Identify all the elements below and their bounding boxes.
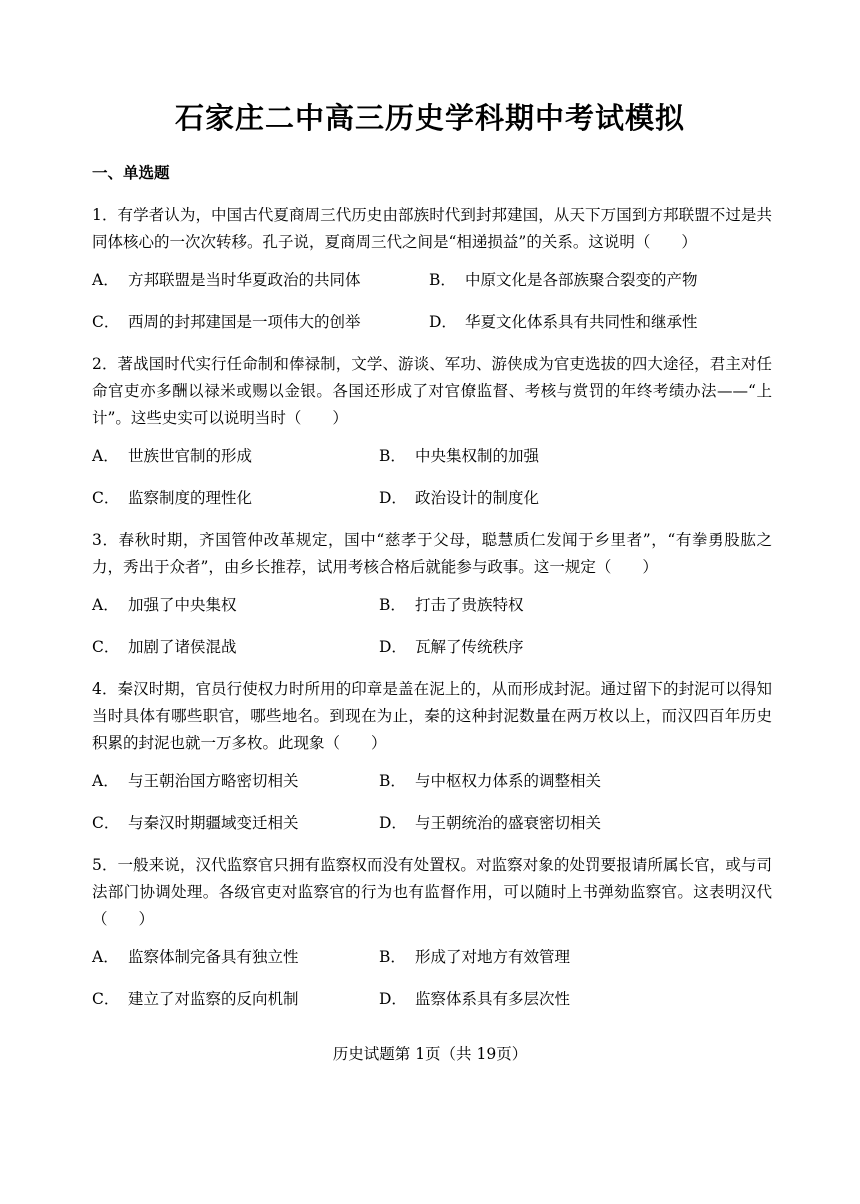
option-row bbox=[92, 810, 772, 836]
option-a[interactable] bbox=[92, 267, 429, 293]
option-key: C． bbox=[92, 814, 120, 832]
option-text: 加剧了诸侯混战 bbox=[128, 638, 237, 656]
page-title: 石家庄二中高三历史学科期中考试模拟 bbox=[174, 101, 685, 135]
option-key: A． bbox=[92, 271, 119, 289]
question-1 bbox=[92, 202, 772, 335]
option-key: A． bbox=[92, 948, 119, 966]
option-text: 监察体系具有多层次性 bbox=[415, 990, 571, 1008]
question-stem: 4．秦汉时期，官员行使权力时所用的印章是盖在泥上的，从而形成封泥。通过留下的封泥可以得知当时具体有哪些职官，哪些地名。到现在为止，秦的这种封泥数量在两万枚以上，而汉四百年历史积累的封泥也就一万多枚。此现象（ ） bbox=[92, 680, 772, 752]
question-2 bbox=[92, 351, 772, 511]
option-c[interactable] bbox=[92, 986, 379, 1012]
question-stem: 2．著战国时代实行任命制和俸禄制，文学、游谈、军功、游侠成为官吏选拔的四大途径，君主对任命官吏亦多酬以禄米或赐以金银。各国还形成了对官僚监督、考核与赏罚的年终考绩办法——“上计”。这些史实可以说明当时（ ） bbox=[92, 355, 772, 427]
option-text: 西周的封邦建国是一项伟大的创举 bbox=[128, 313, 361, 331]
option-key: D． bbox=[379, 489, 407, 507]
option-a[interactable] bbox=[92, 592, 379, 618]
option-text: 与王朝治国方略密切相关 bbox=[128, 772, 299, 790]
question-list bbox=[92, 202, 772, 1012]
question-stem: 3．春秋时期，齐国管仲改革规定，国中“慈孝于父母，聪慧质仁发闻于乡里者”，“有拳勇股肱之力，秀出于众者”，由乡长推荐，试用考核合格后就能参与政事。这一规定（ ） bbox=[92, 531, 772, 576]
option-row bbox=[92, 592, 772, 618]
question-stem: 5．一般来说，汉代监察官只拥有监察权而没有处置权。对监察对象的处罚要报请所属长官，或与司法部门协调处理。各级官吏对监察官的行为也有监督作用，可以随时上书弹劾监察官。这表明汉代（ ） bbox=[92, 856, 772, 928]
option-a[interactable] bbox=[92, 443, 379, 469]
option-key: D． bbox=[379, 638, 407, 656]
option-text: 监察体制完备具有独立性 bbox=[128, 948, 299, 966]
option-row bbox=[92, 986, 772, 1012]
option-text: 中原文化是各部族聚合裂变的产物 bbox=[465, 271, 698, 289]
option-text: 打击了贵族特权 bbox=[415, 596, 524, 614]
option-row bbox=[92, 485, 772, 511]
option-key: C． bbox=[92, 638, 120, 656]
page-footer: 历史试题第 1页（共 19页） bbox=[332, 1045, 528, 1063]
option-text: 方邦联盟是当时华夏政治的共同体 bbox=[128, 271, 361, 289]
option-b[interactable] bbox=[379, 592, 524, 618]
option-text: 世族世官制的形成 bbox=[128, 447, 253, 465]
option-row bbox=[92, 267, 772, 293]
option-key: D． bbox=[379, 814, 407, 832]
option-key: B． bbox=[379, 948, 406, 966]
option-text: 监察制度的理性化 bbox=[128, 489, 253, 507]
option-d[interactable] bbox=[379, 634, 524, 660]
option-c[interactable] bbox=[92, 810, 379, 836]
option-row bbox=[92, 944, 772, 970]
option-d[interactable] bbox=[429, 309, 698, 335]
option-key: B． bbox=[429, 271, 456, 289]
option-a[interactable] bbox=[92, 944, 379, 970]
option-b[interactable] bbox=[379, 944, 570, 970]
option-key: A． bbox=[92, 447, 119, 465]
option-key: C． bbox=[92, 489, 120, 507]
option-text: 与秦汉时期疆域变迁相关 bbox=[128, 814, 299, 832]
option-key: D． bbox=[379, 990, 407, 1008]
option-row bbox=[92, 309, 772, 335]
option-c[interactable] bbox=[92, 634, 379, 660]
option-text: 瓦解了传统秩序 bbox=[415, 638, 524, 656]
option-text: 华夏文化体系具有共同性和继承性 bbox=[465, 313, 698, 331]
option-key: B． bbox=[379, 772, 406, 790]
option-key: C． bbox=[92, 313, 120, 331]
question-4 bbox=[92, 676, 772, 836]
option-d[interactable] bbox=[379, 810, 601, 836]
option-b[interactable] bbox=[379, 443, 539, 469]
option-text: 政治设计的制度化 bbox=[415, 489, 540, 507]
option-text: 与王朝统治的盛衰密切相关 bbox=[415, 814, 602, 832]
option-text: 中央集权制的加强 bbox=[415, 447, 540, 465]
option-c[interactable] bbox=[92, 485, 379, 511]
option-a[interactable] bbox=[92, 768, 379, 794]
option-d[interactable] bbox=[379, 986, 570, 1012]
option-key: B． bbox=[379, 596, 406, 614]
option-b[interactable] bbox=[379, 768, 601, 794]
option-key: B． bbox=[379, 447, 406, 465]
option-text: 加强了中央集权 bbox=[128, 596, 237, 614]
option-key: C． bbox=[92, 990, 120, 1008]
option-key: A． bbox=[92, 596, 119, 614]
question-5 bbox=[92, 852, 772, 1012]
question-3 bbox=[92, 527, 772, 660]
option-row bbox=[92, 634, 772, 660]
option-text: 建立了对监察的反向机制 bbox=[128, 990, 299, 1008]
option-d[interactable] bbox=[379, 485, 539, 511]
option-b[interactable] bbox=[429, 267, 698, 293]
option-c[interactable] bbox=[92, 309, 429, 335]
option-row bbox=[92, 443, 772, 469]
option-key: A． bbox=[92, 772, 119, 790]
option-row bbox=[92, 768, 772, 794]
question-stem: 1．有学者认为，中国古代夏商周三代历史由部族时代到封邦建国，从天下万国到方邦联盟不过是共同体核心的一次次转移。孔子说，夏商周三代之间是“相递损益”的关系。这说明（ ） bbox=[92, 206, 772, 251]
option-text: 与中枢权力体系的调整相关 bbox=[415, 772, 602, 790]
option-text: 形成了对地方有效管理 bbox=[415, 948, 571, 966]
option-key: D． bbox=[429, 313, 457, 331]
section-heading: 一、单选题 bbox=[92, 164, 170, 182]
